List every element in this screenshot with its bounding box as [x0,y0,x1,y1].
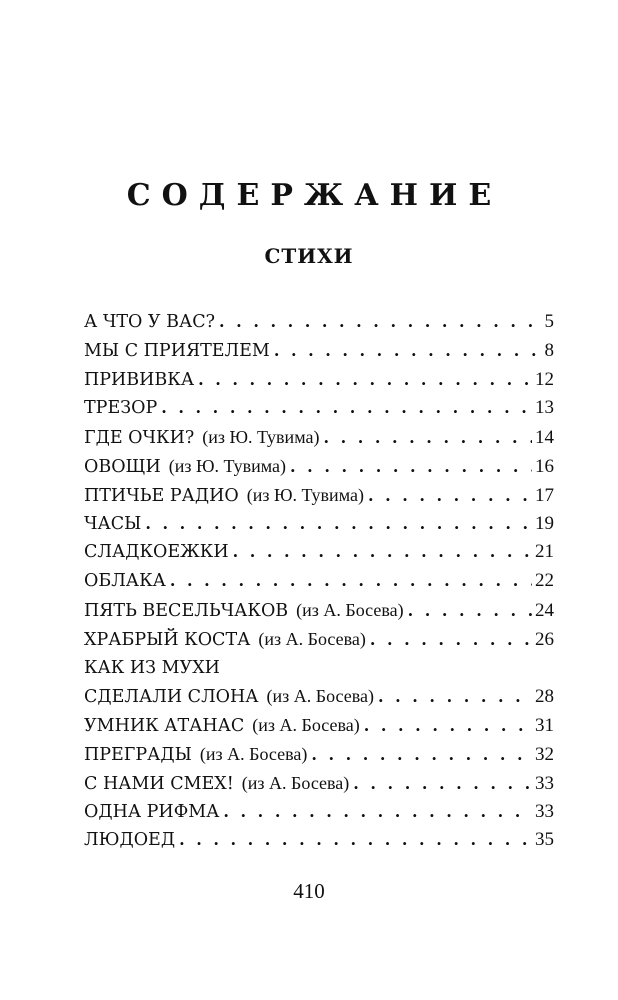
toc-entry-title: СЛАДКОЕЖКИ [84,542,229,563]
toc-entry-leader [368,482,532,510]
toc-entry-title: КАК ИЗ МУХИ [84,657,220,678]
toc-entry [84,596,554,625]
toc-entry-title: ОБЛАКА [84,571,166,592]
toc-entry [84,826,554,855]
toc-entry-source: (из А. Босева) [241,772,350,793]
toc-entry-leader [364,712,532,740]
toc-entry-title: МЫ С ПРИЯТЕЛЕМ [84,340,270,361]
toc-entry-leader [198,366,532,395]
toc-entry [84,654,554,683]
toc-entry-source: (из Ю. Тувима) [168,455,287,476]
toc-entry-leader [219,308,541,337]
table-of-contents [84,308,554,855]
toc-entry-title: ЛЮДОЕД [84,830,176,851]
toc-entry-source: (из А. Босева) [266,686,374,707]
toc-entry-page: 8 [544,339,554,361]
toc-entry-page: 26 [535,628,554,650]
toc-entry-page: 5 [544,311,554,332]
toc-entry-leader [290,453,532,481]
toc-entry [84,394,554,423]
toc-entry-page: 32 [535,743,554,765]
toc-entry-title: ТРЕЗОР [84,398,158,419]
toc-entry [84,452,554,481]
toc-entry [84,769,554,798]
toc-entry-page: 14 [535,427,554,449]
toc-entry-page: 13 [535,397,554,419]
toc-entry-title: ПРЕГРАДЫ [84,744,192,765]
toc-entry [84,538,554,567]
toc-entry-leader [274,337,542,366]
toc-entry-leader [370,626,532,654]
toc-entry [84,740,554,769]
toc-entry-title: ПРИВИВКА [84,369,195,390]
page-number: 410 [293,879,325,903]
toc-entry-leader [223,798,532,827]
toc-entry-leader [145,510,532,539]
toc-entry-title: ПТИЧЬЕ РАДИО [84,485,239,506]
section-title: СТИХИ [264,244,354,268]
toc-entry-leader [161,394,532,423]
toc-entry [84,510,554,539]
toc-entry-page: 33 [535,800,554,822]
toc-entry-leader [311,741,532,769]
toc-entry [84,366,554,395]
toc-entry [84,682,554,711]
toc-entry-leader [323,424,532,452]
toc-entry-leader [378,683,532,711]
toc-entry-page: 12 [535,368,554,390]
toc-entry [84,798,554,827]
toc-entry-page: 17 [535,484,554,506]
toc-entry-page: 22 [535,570,554,592]
toc-entry-page: 19 [535,512,554,534]
toc-entry [84,567,554,596]
toc-entry-title: УМНИК АТАНАС [84,716,245,737]
toc-entry-title: А ЧТО У ВАС? [84,312,216,332]
toc-entry-source: (из Ю. Тувима) [202,427,320,448]
toc-entry [84,481,554,510]
toc-entry-source: (из Ю. Тувима) [246,484,364,505]
toc-entry-leader [170,567,532,596]
toc-entry-source: (из А. Босева) [258,628,366,649]
toc-entry [84,711,554,740]
toc-entry [84,337,554,366]
toc-entry-title: ГДЕ ОЧКИ? [84,428,195,449]
toc-entry-page: 35 [535,829,554,851]
toc-entry-source: (из А. Босева) [252,715,360,736]
toc-entry-title: С НАМИ СМЕХ! [84,773,234,794]
toc-entry-leader [353,770,532,798]
toc-entry-page: 33 [535,772,554,794]
toc-entry-leader [179,826,532,855]
toc-entry-title: ОДНА РИФМА [84,801,220,822]
toc-entry [84,308,554,337]
toc-entry-title: ОВОЩИ [84,456,161,477]
toc-entry-title: СДЕЛАЛИ СЛОНА [84,687,259,708]
toc-entry [84,625,554,654]
toc-entry-leader [233,538,532,567]
toc-entry-page: 21 [535,541,554,563]
toc-entry-page: 16 [535,455,554,477]
toc-entry-leader [408,597,532,625]
toc-entry-source: (из А. Босева) [199,743,308,764]
toc-entry-title: ПЯТЬ ВЕСЕЛЬЧАКОВ [84,600,289,621]
toc-entry-page: 24 [535,599,554,621]
toc-entry-title: ХРАБРЫЙ КОСТА [84,629,251,650]
toc-entry-page: 28 [535,686,554,708]
toc-entry-source: (из А. Босева) [296,599,404,620]
page-title: СОДЕРЖАНИЕ [126,178,503,213]
toc-entry-title: ЧАСЫ [84,513,142,534]
toc-entry [84,423,554,452]
toc-entry-page: 31 [535,715,554,737]
